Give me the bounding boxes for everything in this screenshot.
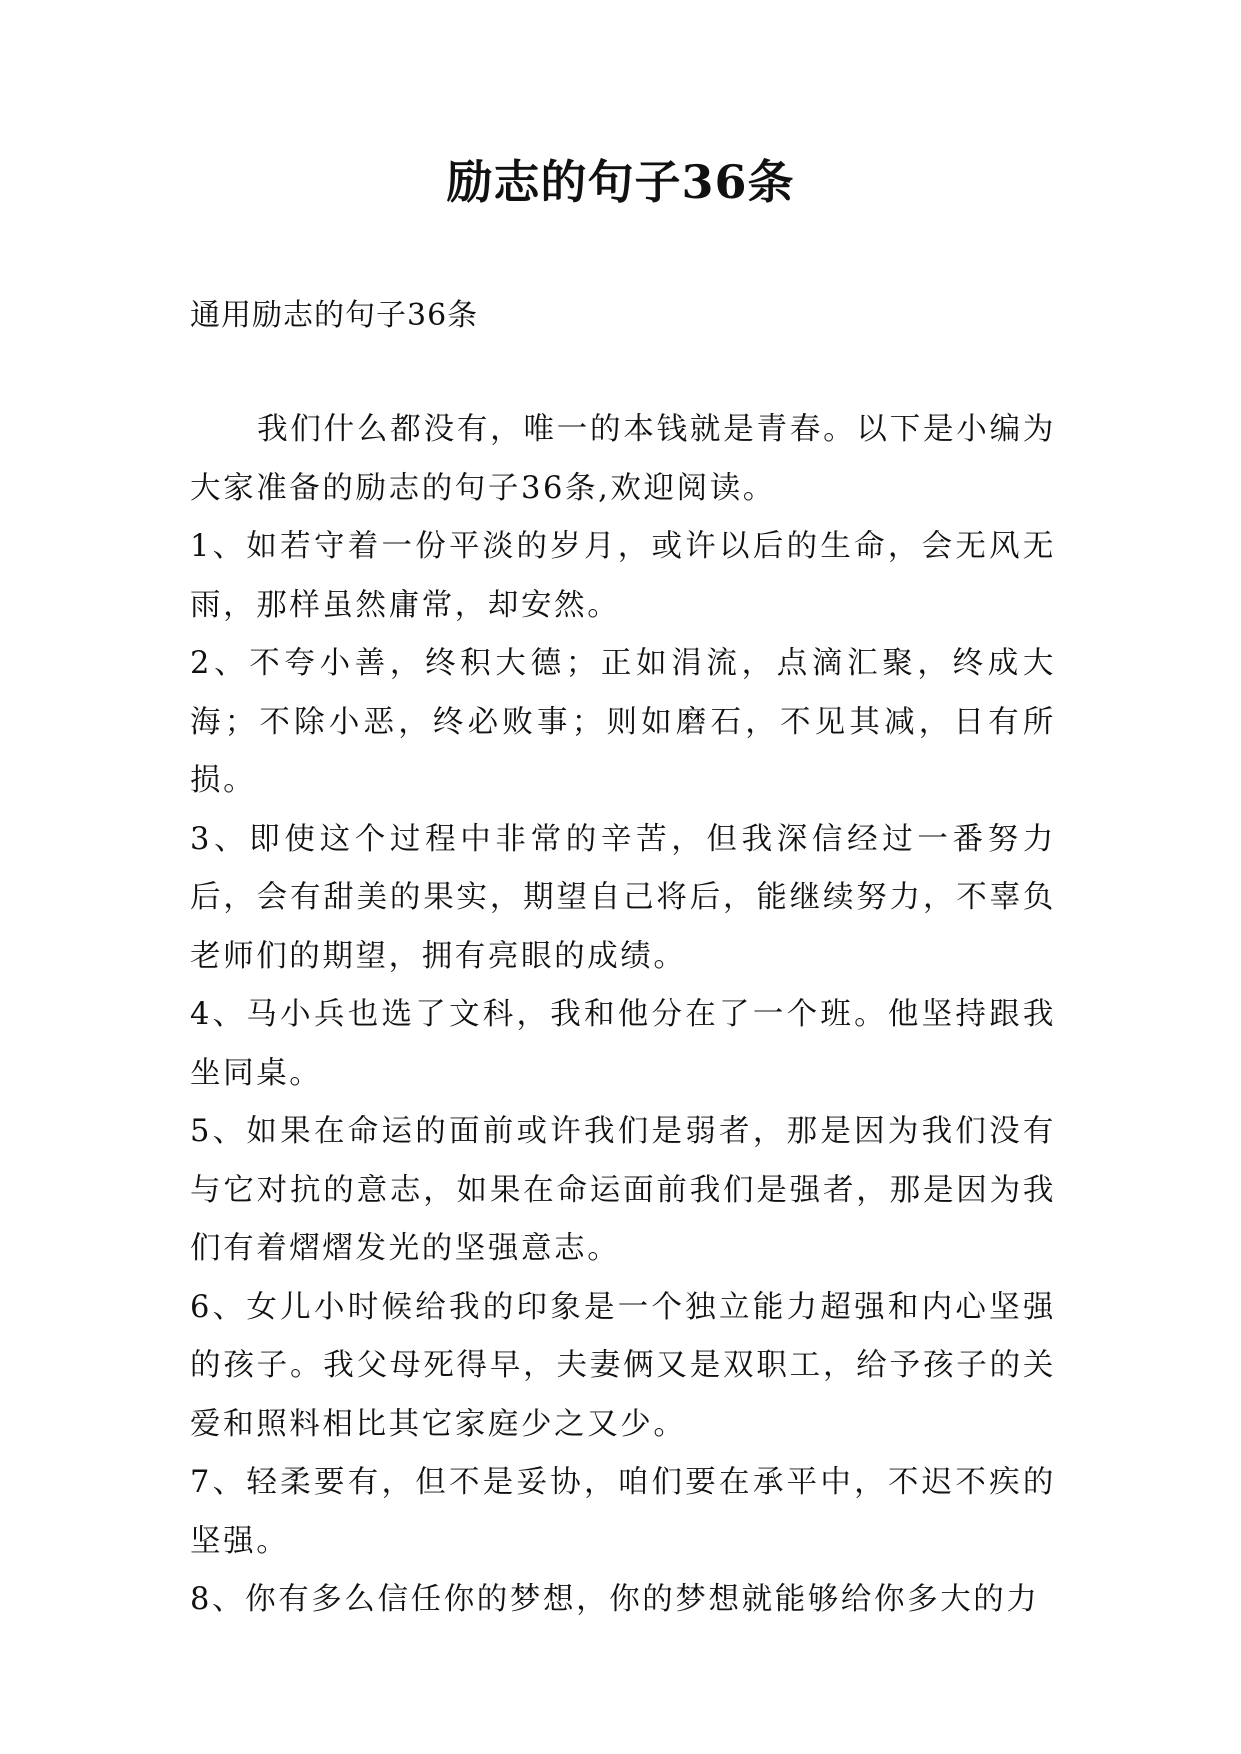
list-item: 7、轻柔要有，但不是妥协，咱们要在承平中，不迟不疾的坚强。	[190, 1465, 1056, 1559]
list-item: 1、如若守着一份平淡的岁月，或许以后的生命，会无风无雨，那样虽然庸常，却安然。	[190, 529, 1056, 623]
list-item: 3、即使这个过程中非常的辛苦，但我深信经过一番努力后，会有甜美的果实，期望自己将后，能继续努力，不辜负老师们的期望，拥有亮眼的成绩。	[190, 821, 1056, 974]
list-item: 4、马小兵也选了文科，我和他分在了一个班。他坚持跟我坐同桌。	[190, 997, 1056, 1091]
list-item: 8、你有多么信任你的梦想，你的梦想就能够给你多大的力	[190, 1582, 1040, 1617]
list-item: 5、如果在命运的面前或许我们是弱者，那是因为我们没有与它对抗的意志，如果在命运面前我们是强者，那是因为我们有着熠熠发光的坚强意志。	[190, 1114, 1056, 1266]
document-subtitle: 通用励志的句子36条	[190, 298, 479, 333]
document-body	[190, 401, 1056, 1630]
document-title: 励志的句子36条	[446, 155, 795, 209]
list-item: 2、不夸小善，终积大德；正如涓流，点滴汇聚，终成大海；不除小恶，终必败事；则如磨石，不见其减，日有所损。	[190, 646, 1056, 798]
list-item: 6、女儿小时候给我的印象是一个独立能力超强和内心坚强的孩子。我父母死得早，夫妻俩又是双职工，给予孩子的关爱和照料相比其它家庭少之又少。	[190, 1289, 1056, 1442]
intro-paragraph: 我们什么都没有，唯一的本钱就是青春。以下是小编为大家准备的励志的句子36条,欢迎阅读。	[190, 412, 1056, 506]
